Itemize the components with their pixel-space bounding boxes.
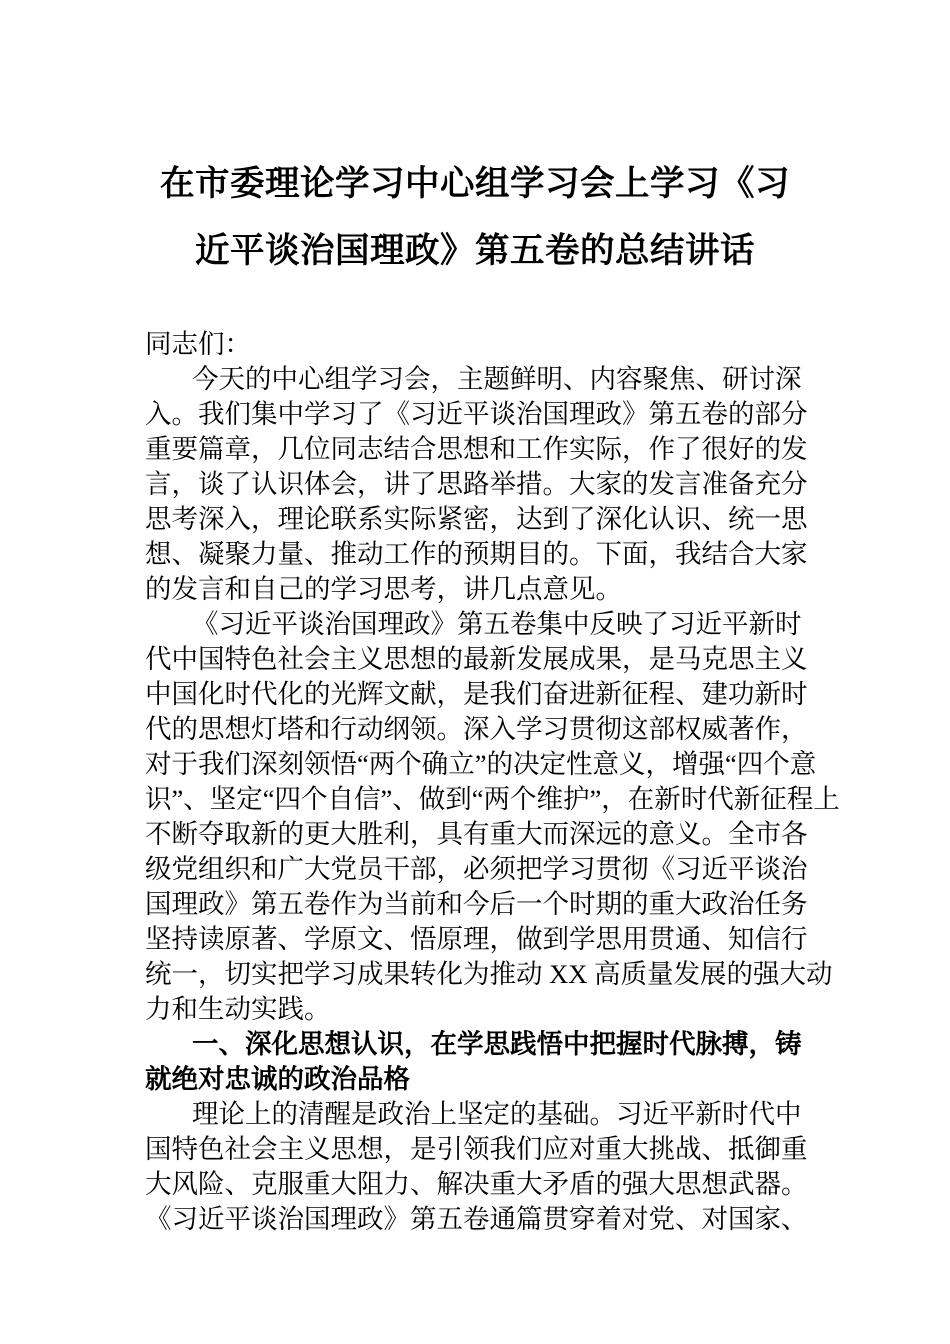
- body-line: 代的思想灯塔和行动纲领。深入学习贯彻这部权威著作，: [145, 714, 808, 744]
- document-title-line-2: 近平谈治国理政》第五卷的总结讲话: [195, 232, 755, 270]
- body-line: 入。我们集中学习了《习近平谈治国理政》第五卷的部分: [145, 399, 808, 429]
- body-line: 识”、坚定“四个自信”、做到“两个维护”，在新时代新征程上: [145, 784, 840, 814]
- body-line: 力和生动实践。: [145, 994, 331, 1024]
- body-line: 不断夺取新的更大胜利，具有重大而深远的意义。全市各: [145, 819, 808, 849]
- body-line: 的发言和自己的学习思考，讲几点意见。: [145, 574, 622, 604]
- body-line: 重要篇章，几位同志结合思想和工作实际，作了很好的发: [145, 434, 808, 464]
- body-line: 国特色社会主义思想，是引领我们应对重大挑战、抵御重: [145, 1134, 808, 1164]
- section-heading-line: 一、深化思想认识，在学思践悟中把握时代脉搏，铸: [192, 1029, 802, 1059]
- section-heading-line: 就绝对忠诚的政治品格: [145, 1064, 410, 1094]
- body-line: 《习近平谈治国理政》第五卷通篇贯穿着对党、对国家、: [145, 1204, 808, 1234]
- body-line: 国理政》第五卷作为当前和今后一个时期的重大政治任务: [145, 889, 808, 919]
- body-line: 想、凝聚力量、推动工作的预期目的。下面，我结合大家: [145, 539, 808, 569]
- document-title: [0, 0, 950, 285]
- body-line: 统一，切实把学习成果转化为推动 XX 高质量发展的强大动: [145, 959, 833, 989]
- body-line: 今天的中心组学习会，主题鲜明、内容聚焦、研讨深: [192, 364, 802, 394]
- body-line: 大风险、克服重大阻力、解决重大矛盾的强大思想武器。: [145, 1169, 808, 1199]
- document-body: [145, 327, 840, 1237]
- body-line: 代中国特色社会主义思想的最新发展成果，是马克思主义: [145, 644, 808, 674]
- body-line: 对于我们深刻领悟“两个确立”的决定性意义，增强“四个意: [145, 749, 817, 779]
- body-line: 级党组织和广大党员干部，必须把学习贯彻《习近平谈治: [145, 854, 808, 884]
- body-line: 《习近平谈治国理政》第五卷集中反映了习近平新时: [192, 609, 802, 639]
- body-line: 言，谈了认识体会，讲了思路举措。大家的发言准备充分: [145, 469, 808, 499]
- body-line: 思考深入，理论联系实际紧密，达到了深化认识、统一思: [145, 504, 808, 534]
- document-title-line-1: 在市委理论学习中心组学习会上学习《习: [160, 165, 790, 203]
- body-line: 中国化时代化的光辉文献，是我们奋进新征程、建功新时: [145, 679, 808, 709]
- body-line: 理论上的清醒是政治上坚定的基础。习近平新时代中: [192, 1099, 802, 1129]
- body-line: 坚持读原著、学原文、悟原理，做到学思用贯通、知信行: [145, 924, 808, 954]
- salutation-line: 同志们：: [145, 329, 251, 359]
